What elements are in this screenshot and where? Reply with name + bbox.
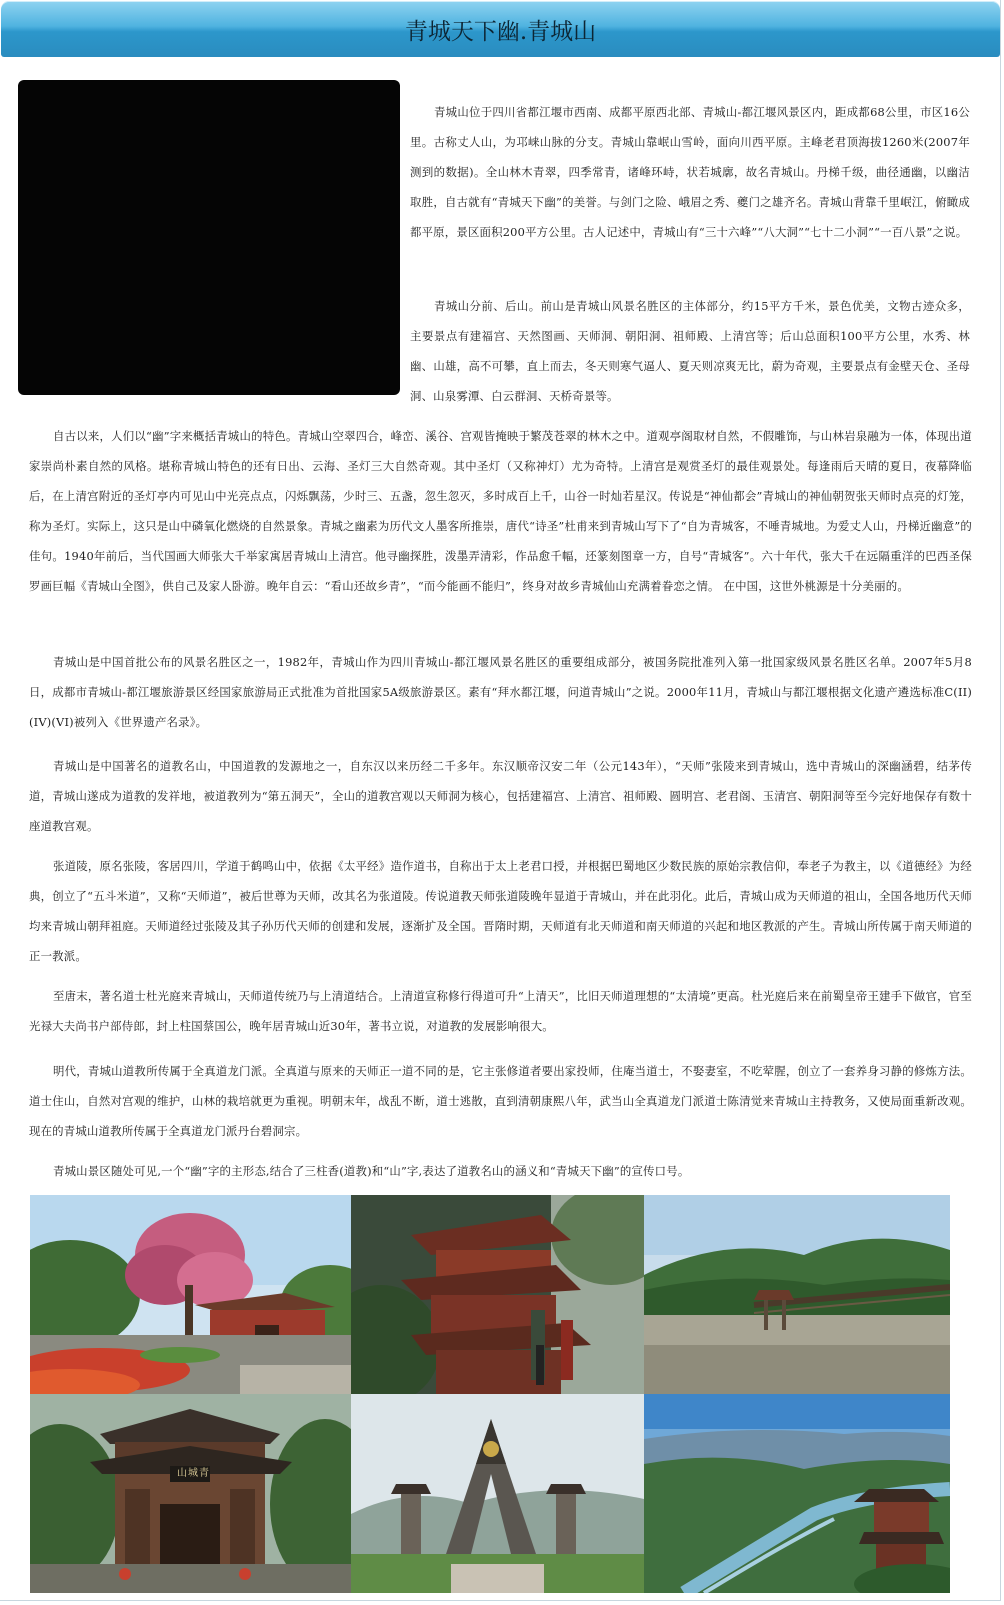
article-paragraph-2: 青城山分前、后山。前山是青城山风景名胜区的主体部分，约15平方千米，景色优美，文物古迹众多，主要景点有建福宫、天然图画、天师洞、朝阳洞、祖师殿、上清宫等；后山总面积100平方公里，水秀、林幽、山雄，高不可攀，直上而去，冬天则寒气逼人、夏天则凉爽无比，蔚为奇观，主要景点有金壁天仓、圣母洞、山泉雾潭、白云群洞、天桥奇景等。 xyxy=(410,299,970,403)
article-paragraph-3: 自古以来，人们以“幽”字来概括青城山的特色。青城山空翠四合，峰峦、溪谷、宫观皆掩映于繁茂苍翠的林木之中。道观亭阁取材自然，不假雕饰，与山林岩泉融为一体，体现出道家崇尚朴素自然的风格。堪称青城山特色的还有日出、云海、圣灯三大自然奇观。其中圣灯（又称神灯）尤为奇特。上清宫是观赏圣灯的最佳观景处。每逢雨后天晴的夏日，夜幕降临后，在上清宫附近的圣灯亭内可见山中光亮点点，闪烁飘荡，少时三、五盏，忽生忽灭，多时成百上千，山谷一时灿若星汉。传说是“神仙都会”青城山的神仙朝贺张天师时点亮的灯笼，称为圣灯。实际上，这只是山中磷氧化燃烧的自然景象。青城之幽素为历代文人墨客所推崇，唐代“诗圣”杜甫来到青城山写下了“自为青城客，不唾青城地。为爱丈人山，丹梯近幽意”的佳句。1940年前后，当代国画大师张大千举家寓居青城山上清宫。他寻幽探胜，泼墨弄清彩，作品愈千幅，还篆刻图章一方，自号“青城客”。六十年代，张大千在远隔重洋的巴西圣保罗画巨幅《青城山全图》，供自己及家人卧游。晚年自云：“看山还故乡青”，“而今能画不能归”，终身对故乡青城仙山充满着眷恋之情。 在中国，这世外桃源是十分美丽的。 xyxy=(29,429,972,593)
river-bridge-image xyxy=(644,1195,950,1394)
gallery-photo-monument xyxy=(351,1394,644,1593)
river-valley-image xyxy=(644,1394,950,1593)
pagoda-image xyxy=(351,1195,644,1394)
gallery-photo-pagoda xyxy=(351,1195,644,1394)
gate-flowers-image xyxy=(30,1195,351,1394)
article-paragraph-8: 明代，青城山道教所传属于全真道龙门派。全真道与原来的天师正一道不同的是，它主张修道者要出家投师，住庵当道士，不娶妻室，不吃荤腥，创立了一套养身习静的修炼方法。道士住山，自然对宫观的维护，山林的栽培就更为重视。明朝末年，战乱不断，道士逃散，直到清朝康熙八年，武当山全真道龙门派道士陈清觉来青城山主持教务，又使局面重新改观。现在的青城山道教所传属于全真道龙门派丹台碧洞宗。 xyxy=(29,1064,972,1138)
article-paragraph-7: 至唐末，著名道士杜光庭来青城山，天师道传统乃与上清道结合。上清道宣称修行得道可升“上清天”，比旧天师道理想的“太清境”更高。杜光庭后来在前蜀皇帝王建手下做官，官至光禄大夫尚书户部侍郎，封上柱国蔡国公，晚年居青城山近30年，著书立说，对道教的发展影响很大。 xyxy=(29,989,972,1033)
article-paragraph-6: 张道陵，原名张陵，客居四川，学道于鹤鸣山中，依据《太平经》造作道书，自称出于太上老君口授，并根据巴蜀地区少数民族的原始宗教信仰，奉老子为教主，以《道德经》为经典，创立了“五斗米道”，又称“天师道”，被后世尊为天师，改其名为张道陵。传说道教天师张道陵晚年显道于青城山，并在此羽化。此后，青城山成为天师道的祖山，全国各地历代天师均来青城山朝拜祖庭。天师道经过张陵及其子孙历代天师的创建和发展，逐渐扩及全国。晋隋时期，天师道有北天师道和南天师道的兴起和地区教派的产生。青城山所传属于南天师道的正一教派。 xyxy=(29,859,972,963)
gallery-photo-gate-flowers xyxy=(30,1195,351,1394)
article-paragraph-9: 青城山景区随处可见,一个“幽”字的主形态,结合了三柱香(道教)和“山”字,表达了道教名山的涵义和“青城天下幽”的宣传口号。 xyxy=(53,1164,690,1178)
hero-image-placeholder xyxy=(18,80,400,395)
photo-gallery xyxy=(30,1195,950,1593)
gallery-photo-river-bridge xyxy=(644,1195,950,1394)
article-paragraph-1: 青城山位于四川省都江堰市西南、成都平原西北部、青城山-都江堰风景区内，距成都68公里，市区16公里。古称丈人山，为邛崃山脉的分支。青城山靠岷山雪岭，面向川西平原。主峰老君顶海拔1260米(2007年测到的数据)。全山林木青翠，四季常青，诸峰环峙，状若城廓，故名青城山。丹梯千级，曲径通幽，以幽洁取胜，自古就有“青城天下幽”的美誉。与剑门之险、峨眉之秀、夔门之雄齐名。青城山背靠千里岷江，俯瞰成都平原，景区面积200平方公里。古人记述中，青城山有“三十六峰”“八大洞”“七十二小洞”“一百八景”之说。 xyxy=(410,105,970,239)
article-paragraph-4: 青城山是中国首批公布的风景名胜区之一，1982年，青城山作为四川青城山-都江堰风景名胜区的重要组成部分，被国务院批准列入第一批国家级风景名胜区名单。2007年5月8日，成都市青城山-都江堰旅游景区经国家旅游局正式批准为首批国家5A级旅游景区。素有“拜水都江堰，问道青城山”之说。2000年11月，青城山与都江堰根据文化遗产遴选标准C(II)(IV)(VI)被列入《世界遗产名录》。 xyxy=(29,655,972,729)
title-bar xyxy=(1,1,1000,57)
article-paragraph-5: 青城山是中国著名的道教名山，中国道教的发源地之一，自东汉以来历经二千多年。东汉顺帝汉安二年（公元143年），“天师”张陵来到青城山，选中青城山的深幽涵碧，结茅传道，青城山遂成为道教的发祥地，被道教列为“第五洞天”，全山的道教宫观以天师洞为核心，包括建福宫、上清宫、祖师殿、圆明宫、老君阁、玉清宫、朝阳洞等至今完好地保存有数十座道教宫观。 xyxy=(29,759,972,833)
gallery-photo-river-valley xyxy=(644,1394,950,1593)
page-title: 青城天下幽.青城山 xyxy=(404,18,597,45)
temple-gate-image xyxy=(30,1394,351,1593)
monument-image xyxy=(351,1394,644,1593)
temple-plaque-text: 山城青 xyxy=(177,1468,210,1479)
gallery-photo-temple-gate xyxy=(30,1394,351,1593)
